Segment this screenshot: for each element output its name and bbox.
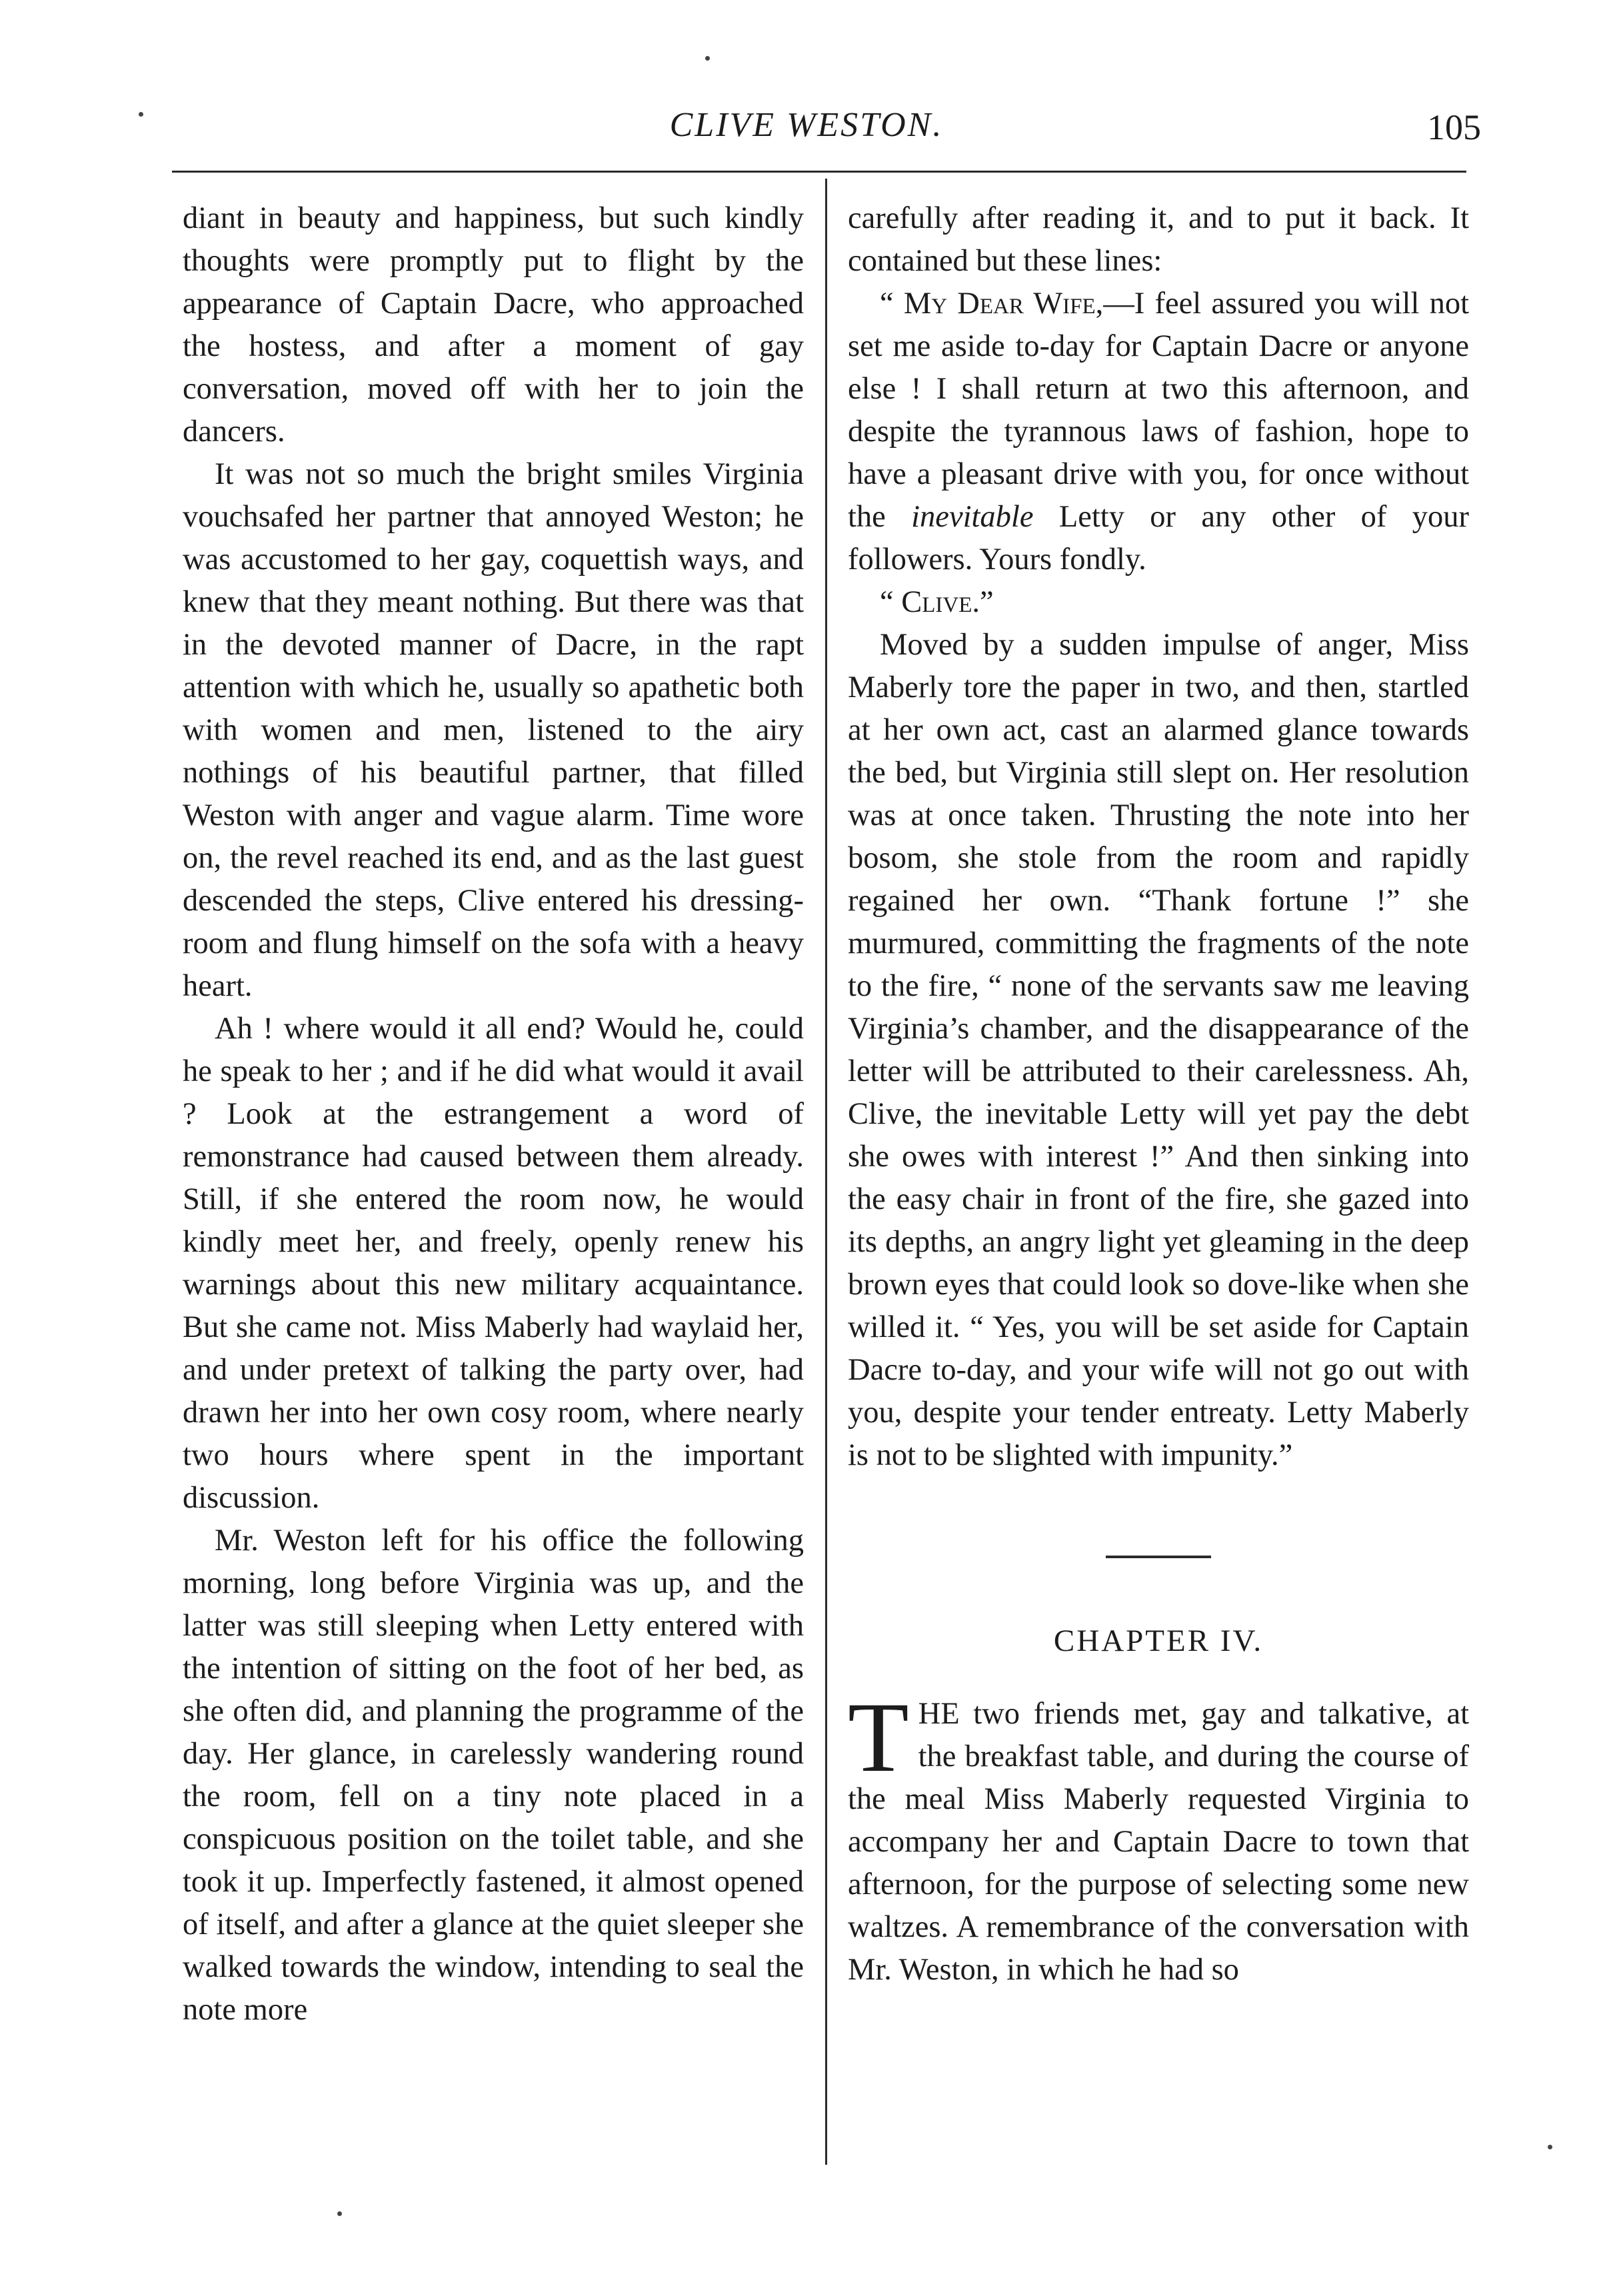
print-speck <box>337 2211 342 2216</box>
letter-salutation: My Dear Wife, <box>903 287 1104 321</box>
left-column <box>183 197 804 2031</box>
paragraph-continued: carefully after reading it, and to put it back. It contained but these lines: <box>848 201 1469 278</box>
letter-text-end: Letty or any other of your followers. Yours fondly. <box>848 500 1469 576</box>
drop-cap: T <box>848 1682 909 1793</box>
right-column <box>848 197 1469 1991</box>
chapter-opening-paragraph <box>848 1682 1469 1991</box>
print-speck <box>705 56 710 61</box>
quoted-letter <box>848 283 1469 624</box>
letter-open-quote: “ <box>880 287 904 321</box>
print-speck <box>1548 2145 1552 2149</box>
running-title: CLIVE WESTON. <box>669 106 944 144</box>
letter-emphasis: inevitable <box>911 500 1034 534</box>
chapter-opening-text: HE two friends met, gay and talkative, at the breakfast table, and during the course of the meal Miss Maberly requested Virginia to accompany her and Captain Dacre to town that afternoon, for the purpose of selecting some new waltzes. A remembrance of the conversation with Mr. Weston, in which he had so <box>848 1697 1469 1987</box>
header-rule <box>172 171 1466 173</box>
letter-text: —I feel assured you will not set me aside to-day for Captain Dacre or anyone else ! I shall return at two this afternoon, and despite the tyrannous laws of fashion, hope to have a pleasant drive with you, for once without the <box>848 287 1470 534</box>
paragraph: It was not so much the bright smiles Virginia vouchsafed her partner that annoyed Weston; he was accustomed to her gay, coquettish ways, and knew that they meant nothing. But there was that in the devoted manner of Dacre, in the rapt attention with which he, usually so apathetic both with women and men, listened to the airy nothings of his beautiful partner, that filled Weston with anger and vague alarm. Time wore on, the revel reached its end, and as the last guest descended the steps, Clive entered his dressing-room and flung himself on the sofa with a heavy heart. <box>183 457 804 1003</box>
paragraph: Mr. Weston left for his office the following morning, long before Virginia was up, and the latter was still sleeping when Letty entered with the intention of sitting on the foot of her bed, as she often did, and planning the programme of the day. Her glance, in carelessly wandering round the room, fell on a tiny note placed in a conspicuous position on the toilet table, and she took it up. Imperfectly fastened, it almost opened of itself, and after a glance at the quiet sleeper she walked towards the window, intending to seal the note more <box>183 1524 804 2027</box>
paragraph: Ah ! where would it all end? Would he, could he speak to her ; and if he did what would it avail ? Look at the estrangement a word of remonstrance had caused between them already. Still, if she entered the room now, he would kindly meet her, and freely, openly renew his warnings about this new military acquaintance. But she came not. Miss Maberly had waylaid her, and under pretext of talking the party over, had drawn her into her own cosy room, where nearly two hours where spent in the important discussion. <box>183 1012 804 1515</box>
letter-signature: “ Clive.” <box>880 585 994 619</box>
print-speck <box>139 112 143 117</box>
paragraph-continued: diant in beauty and happiness, but such kindly thoughts were promptly put to flight by the appearance of Captain Dacre, who approached the hostess, and after a moment of gay conversation, moved off with her to join the dancers. <box>183 201 804 449</box>
letter-body <box>848 283 1469 581</box>
section-rule <box>1106 1556 1211 1558</box>
paragraph: Moved by a sudden impulse of anger, Miss Maberly tore the paper in two, and then, startled at her own act, cast an alarmed glance towards the bed, but Virginia still slept on. Her resolution was at once taken. Thrusting the note into her bosom, she stole from the room and rapidly regained her own. “Thank fortune !” she murmured, committing the fragments of the note to the fire, “ none of the servants saw me leaving Virginia’s chamber, and the disappearance of the letter will be attributed to their carelessness. Ah, Clive, the inevitable Letty will yet pay the debt she owes with interest !” And then sinking into the easy chair in front of the fire, she gazed into its depths, an angry light yet gleaming in the deep brown eyes that could look so dove-like when she willed it. “ Yes, you will be set aside for Captain Dacre to-day, and your wife will not go out with you, despite your tender entreaty. Letty Maberly is not to be slighted with impunity.” <box>848 628 1469 1472</box>
page-number: 105 <box>1427 107 1481 147</box>
column-divider <box>825 179 827 2165</box>
chapter-heading: CHAPTER IV. <box>1053 1624 1264 1658</box>
